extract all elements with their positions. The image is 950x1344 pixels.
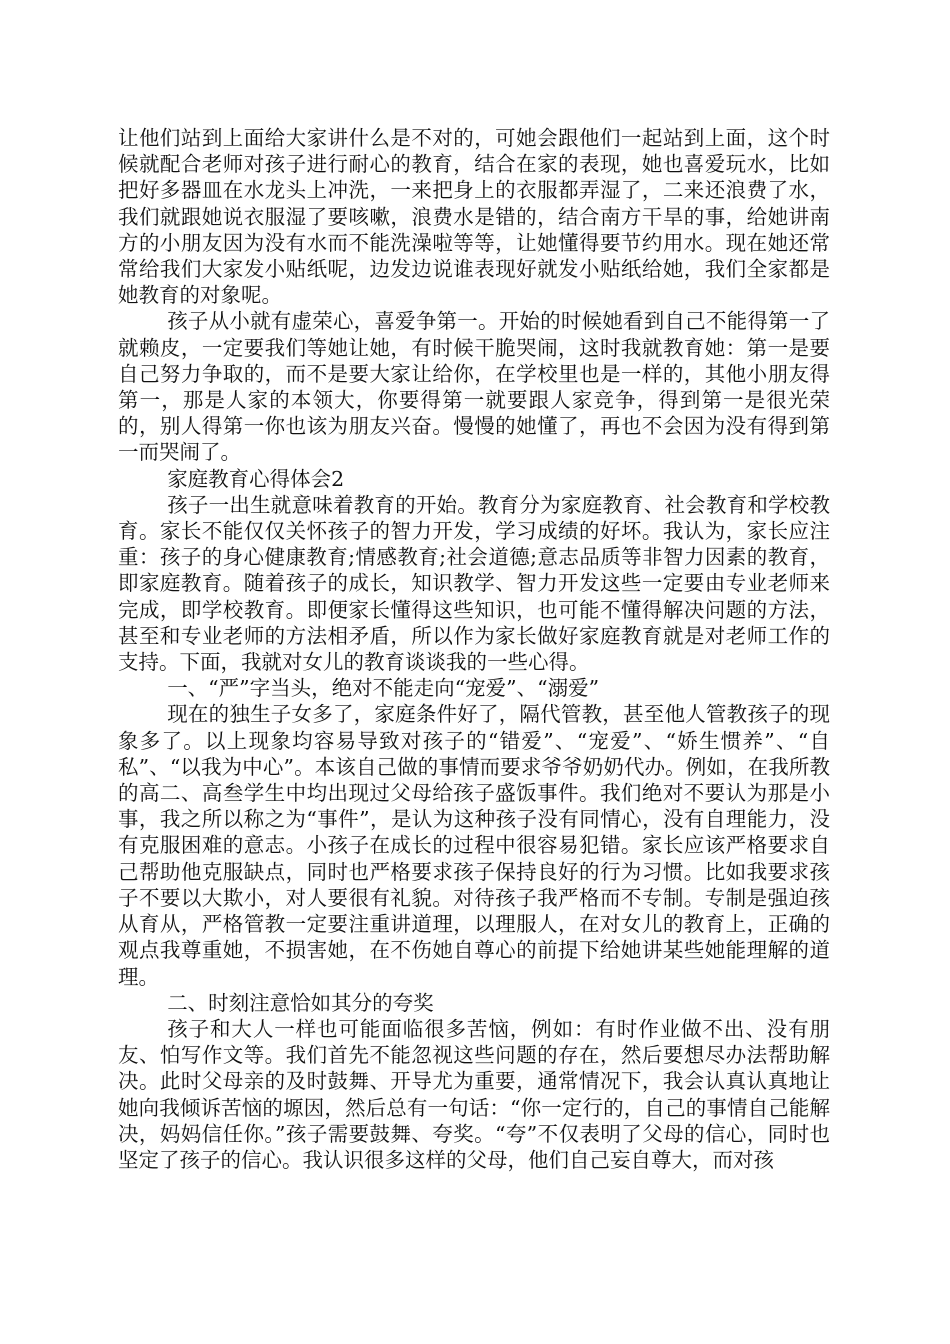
subheading-strict: 一、“严”字当头，绝对不能走向“宠爱”、“溺爱” [167, 676, 600, 701]
paragraph-praise: 孩子和大人一样也可能面临很多苦恼，例如：有时作业做不出、没有朋友、怕写作文等。我们首先不能忽视这些问题的存在，然后要想尽办法帮助解决。此时父母亲的及时鼓舞、开导尤为重要，通常情况下，我会认真认真地让她向我倾诉苦恼的塬因，然后总有一句话：“你一定行的，自己的事情自己能解决，妈妈信任你。”孩子需要鼓舞、夸奖。“夸”不仅表明了父母的信心，同时也坚定了孩子的信心。我认识很多这样的父母，他们自己妄自尊大，而对孩 [118, 1016, 830, 1172]
paragraph-intro: 孩子一出生就意味着教育的开始。教育分为家庭教育、社会教育和学校教育。家长不能仅仅关怀孩子的智力开发，学习成绩的好坏。我认为，家长应注重：孩子的身心健康教育;情感教育;社会道德;意志品质等非智力因素的教育，即家庭教育。随着孩子的成长，知识教学、智力开发这些一定要由专业老师来完成，即学校教育。即便家长懂得这些知识，也可能不懂得解决问题的方法，甚至和专业老师的方法相矛盾，所以作为家长做好家庭教育就是对老师工作的支持。下面，我就对女儿的教育谈谈我的一些心得。 [118, 492, 830, 675]
paragraph-strict: 现在的独生子女多了，家庭条件好了，隔代管教，甚至他人管教孩子的现象多了。以上现象均容易导致对孩子的“错爱”、“宠爱”、“娇生惯养”、“自私”、“以我为中心”。本该自己做的事情而要求爷爷奶奶代办。例如，在我所教的高二、高叁学生中均出现过父母给孩子盛饭事件。我们绝对不要认为那是小事，我之所以称之为“事件”，是认为这种孩子没有同情心，没有自理能力，没有克服困难的意志。小孩子在成长的过程中很容易犯错。家长应该严格要求自己帮助他克服缺点，同时也严格要求孩子保持良好的行为习惯。比如我要求孩子不要以大欺小，对人要很有礼貌。对待孩子我严格而不专制。专制是强迫孩从育从，严格管教一定要注重讲道理，以理服人，在对女儿的教育上，正确的观点我尊重她，不损害她，在不伤她自尊心的前提下给她讲某些她能理解的道理。 [118, 702, 830, 989]
paragraph-first-place: 孩子从小就有虚荣心，喜爱争第一。开始的时候她看到自己不能得第一了就赖皮，一定要我们等她让她，有时候干脆哭闹，这时我就教育她：第一是要自己努力争取的，而不是要大家让给你，在学校里也是一样的，其他小朋友得第一，那是人家的本领大，你要得第一就要跟人家竞争，得到第一是很光荣的，别人得第一你也该为朋友兴奋。慢慢的她懂了，再也不会因为没有得到第一而哭闹了。 [118, 309, 830, 465]
document-page [118, 125, 830, 1173]
subheading-praise: 二、时刻注意恰如其分的夸奖 [167, 990, 434, 1015]
section-heading: 家庭教育心得体会2 [167, 466, 345, 491]
paragraph-continuation: 让他们站到上面给大家讲什么是不对的，可她会跟他们一起站到上面，这个时候就配合老师对孩子进行耐心的教育，结合在家的表现，她也喜爱玩水，比如把好多器皿在水龙头上冲洗，一来把身上的衣服都弄湿了，二来还浪费了水，我们就跟她说衣服湿了要咳嗽，浪费水是错的，结合南方干旱的事，给她讲南方的小朋友因为没有水而不能洗澡啦等等，让她懂得要节约用水。现在她还常常给我们大家发小贴纸呢，边发边说谁表现好就发小贴纸给她，我们全家都是她教育的对象呢。 [118, 126, 830, 308]
